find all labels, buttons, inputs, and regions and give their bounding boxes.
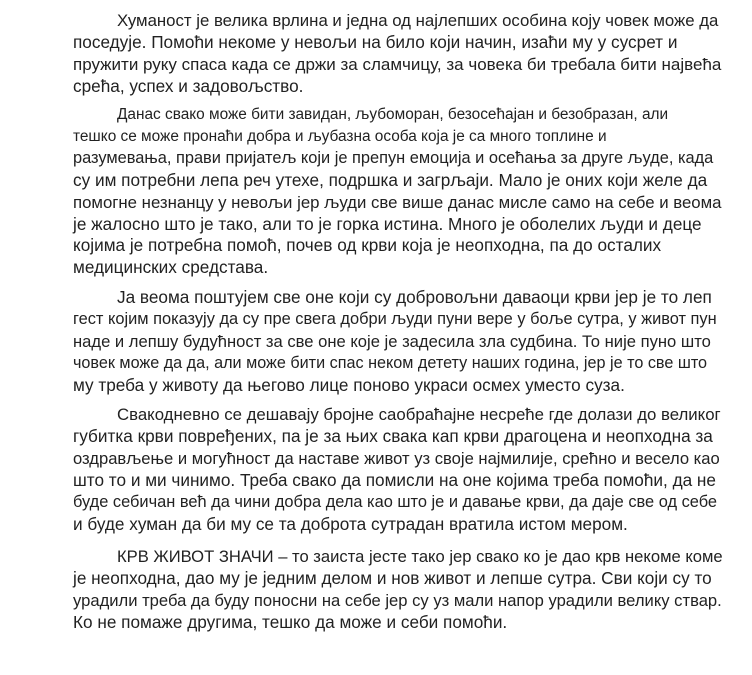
paragraph-line: је жалосно што је тако, али то је горка истина. Много је оболелих људи и деце	[73, 213, 702, 234]
paragraph-line: човек може да да, али може бити спас неком детету наших година, јер је то све што	[73, 353, 708, 372]
paragraph-line: срећа, успех и задовољство.	[73, 75, 304, 96]
paragraph-line: су им потребни лепа реч утехе, подршка и загрљаји. Мало је оних који желе да	[73, 169, 708, 190]
paragraph-3	[73, 287, 723, 397]
paragraph-line: Свакодневно се дешавају бројне саобраћајне несреће где долази до великог	[117, 405, 721, 424]
paragraph-line: оздрављење и могућност да наставе живот уз своје најмилије, срећно и весело као	[73, 448, 720, 468]
paragraph-line: је неопходна, дао му је једним делом и нов живот и лепше сутра. Сви који су то	[73, 567, 712, 588]
paragraph-line: и буде хуман да би му се та доброта сутрадан вратила истом мером.	[73, 513, 628, 534]
paragraph-line: губитка крви повређених, па је за њих свака кап крви драгоцена и неопходна за	[73, 425, 713, 446]
paragraph-2	[73, 104, 723, 279]
paragraph-1	[73, 10, 723, 98]
paragraph-line: Данас свако може бити завидан, љубоморан, безосећајан и безобразан, али	[117, 106, 669, 123]
paragraph-line: медицинских средстава.	[73, 257, 269, 278]
paragraph-line: тешко се може пронаћи добра и љубазна особа која је са много топлине и	[73, 127, 607, 145]
paragraph-line: урадили треба да буду поносни на себе јер су уз мали напор урадили велику ствар.	[73, 590, 722, 610]
paragraph-line: пружити руку спаса када се држи за сламчицу, за човека би требала бити највећа	[73, 54, 722, 74]
paragraph-4	[73, 404, 723, 535]
paragraph-line: му треба у животу да његово лице поново украси осмех уместо суза.	[73, 374, 625, 395]
paragraph-line: гест којим показују да су пре свега добри људи пуни вере у боље сутра, у живот пун	[73, 309, 717, 328]
paragraph-5	[73, 546, 723, 634]
paragraph-line: Ко не помаже другима, тешко да може и себи помоћи.	[73, 611, 508, 632]
paragraph-line: помогне незнанцу у невољи јер људи све више данас мисле само на себе и веома	[73, 192, 722, 212]
paragraph-line: што то и ми чинимо. Треба свако да помисли на оне којима треба помоћи, да не	[73, 469, 716, 490]
paragraph-line: наде и лепшу будућност за све оне које је задесила зла судбина. То није пуно што	[73, 331, 711, 351]
paragraph-line: поседује. Помоћи некоме у невољи на било који начин, изаћи му у сусрет и	[73, 31, 678, 52]
paragraph-line: КРВ ЖИВОТ ЗНАЧИ – то заиста јесте тако јер свако ко је дао крв некоме коме	[117, 547, 723, 566]
paragraph-line: буде себичан већ да чини добра дела као што је и давање крви, да даје све од себе	[73, 492, 718, 511]
paragraph-line: разумевања, прави пријатељ који је препун емоција и осећања за друге људе, када	[73, 148, 714, 167]
paragraph-line: Ја веома поштујем све оне који су добровољни даваоци крви јер је то леп	[117, 287, 712, 307]
paragraph-line: Хуманост је велика врлина и једна од најлепших особина коју човек може да	[117, 11, 719, 30]
paragraph-line: којима је потребна помоћ, почев од крви која је неопходна, па до осталих	[73, 235, 662, 256]
